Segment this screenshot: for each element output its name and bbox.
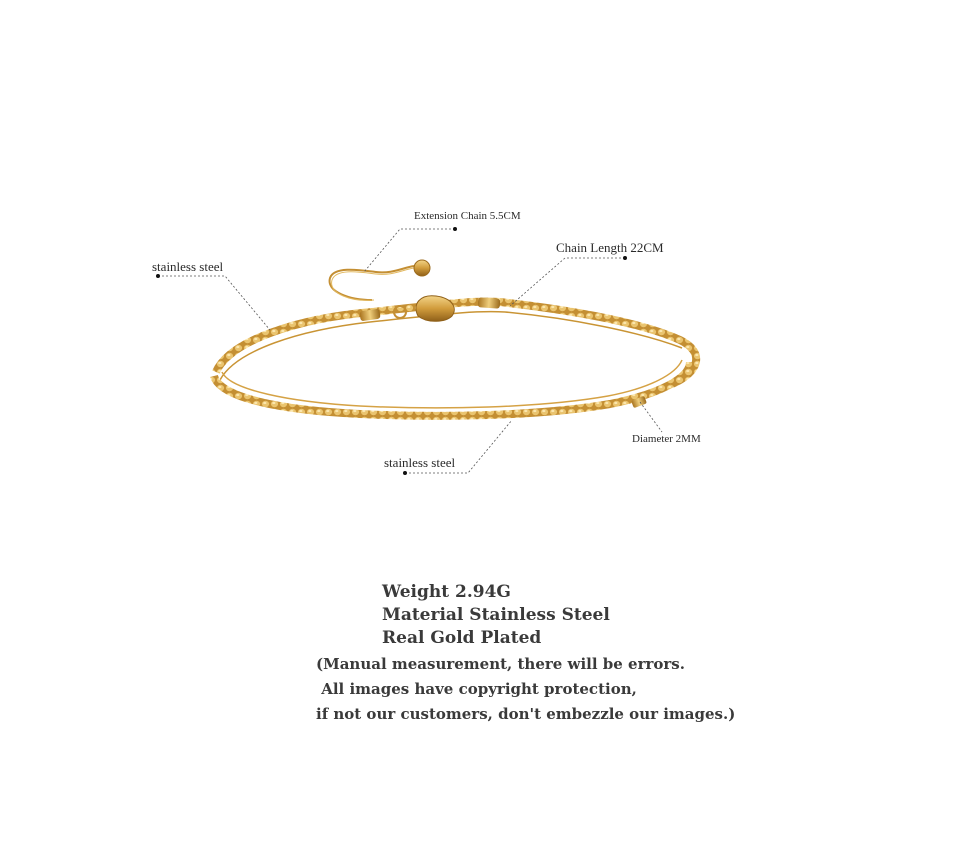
lobster-clasp [416,296,454,322]
measurement-note: (Manual measurement, there will be errors. [316,655,685,673]
bracelet-back-strand [216,302,696,384]
chain-length-label: Chain Length 22CM [556,240,664,255]
extension-chain-charm [414,260,430,276]
material-spec: Material Stainless Steel [382,605,610,625]
copyright-note: All images have copyright protection, [316,680,637,698]
stainless-steel-label-bottom: stainless steel [384,455,456,470]
stainless-steel-label-left: stainless steel [152,259,224,274]
leader-dots [156,227,627,475]
extension-chain-label: Extension Chain 5.5CM [414,210,521,222]
end-tube-right [478,297,501,309]
plating-spec: Real Gold Plated [382,628,542,648]
embezzle-note: if not our customers, don't embezzle our images.) [316,705,736,723]
diameter-label: Diameter 2MM [632,433,701,445]
extension-chain [330,266,414,300]
weight-spec: Weight 2.94G [382,582,511,602]
